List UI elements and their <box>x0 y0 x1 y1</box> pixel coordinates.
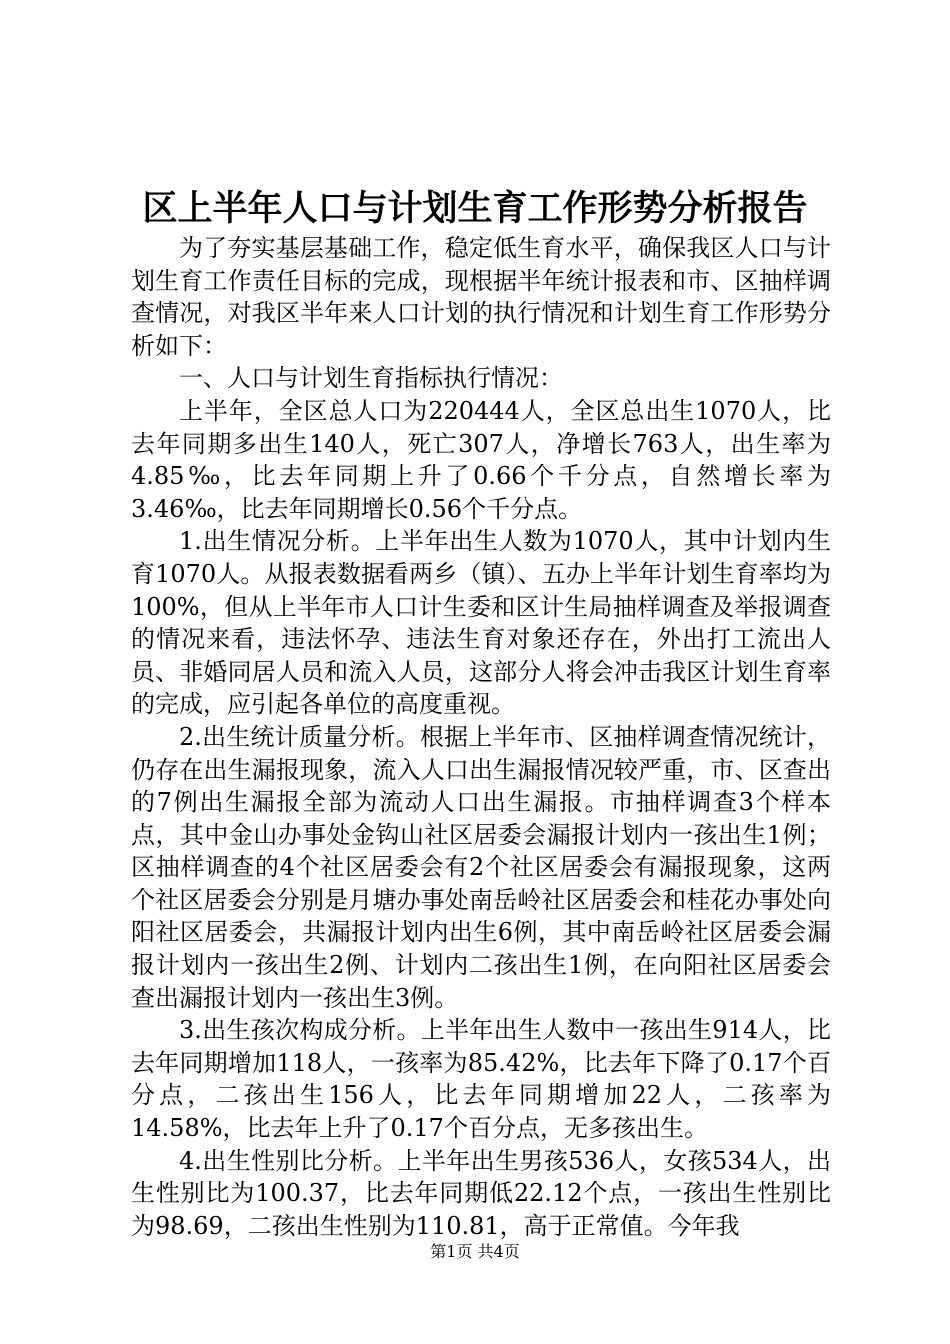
document-body <box>131 232 831 1242</box>
paragraph-quality-analysis: 2.出生统计质量分析。根据上半年市、区抽样调查情况统计，仍存在出生漏报现象，流入人口出生漏报情况较严重，市、区查出的7例出生漏报全部为流动人口出生漏报。市抽样调查3个样本点，其中金山办事处金钩山社区居委会漏报计划内一孩出生1例；区抽样调查的4个社区居委会有2个社区居委会有漏报现象，这两个社区居委会分别是月塘办事处南岳岭社区居委会和桂花办事处向阳社区居委会，共漏报计划内出生6例，其中南岳岭社区居委会漏报计划内一孩出生2例、计划内二孩出生1例，在向阳社区居委会查出漏报计划内一孩出生3例。 <box>131 722 831 1012</box>
paragraph-birth-analysis: 1.出生情况分析。上半年出生人数为1070人，其中计划内生育1070人。从报表数据看两乡（镇）、五办上半年计划生育率均为100%，但从上半年市人口计生委和区计生局抽样调查及举报调查的情况来看，违法怀孕、违法生育对象还存在，外出打工流出人员、非婚同居人员和流入人员，这部分人将会冲击我区计划生育率的完成，应引起各单位的高度重视。 <box>131 527 831 719</box>
paragraph-birth-order-analysis: 3.出生孩次构成分析。上半年出生人数中一孩出生914人，比去年同期增加118人，一孩率为85.42%，比去年下降了0.17个百分点，二孩出生156人，比去年同期增加22人，二孩率为14.58%，比去年上升了0.17个百分点，无多孩出生。 <box>131 1016 831 1143</box>
paragraph-sex-ratio-analysis: 4.出生性别比分析。上半年出生男孩536人，女孩534人，出生性别比为100.37，比去年同期低22.12个点，一孩出生性别比为98.69，二孩出生性别为110.81，高于正常值。今年我 <box>131 1146 831 1240</box>
page-footer: 第1页 共4页 <box>430 1242 520 1261</box>
section-heading: 一、人口与计划生育指标执行情况： <box>179 364 563 393</box>
paragraph-intro: 为了夯实基层基础工作，稳定低生育水平，确保我区人口与计划生育工作责任目标的完成，现根据半年统计报表和市、区抽样调查情况，对我区半年来人口计划的执行情况和计划生育工作形势分析如下： <box>131 234 831 360</box>
paragraph-overview: 上半年，全区总人口为220444人，全区总出生1070人，比去年同期多出生140人，死亡307人，净增长763人，出生率为4.85‰，比去年同期上升了0.66个千分点，自然增长率为3.46‰，比去年同期增长0.56个千分点。 <box>131 396 831 523</box>
document-title: 区上半年人口与计划生育工作形势分析报告 <box>142 188 808 229</box>
